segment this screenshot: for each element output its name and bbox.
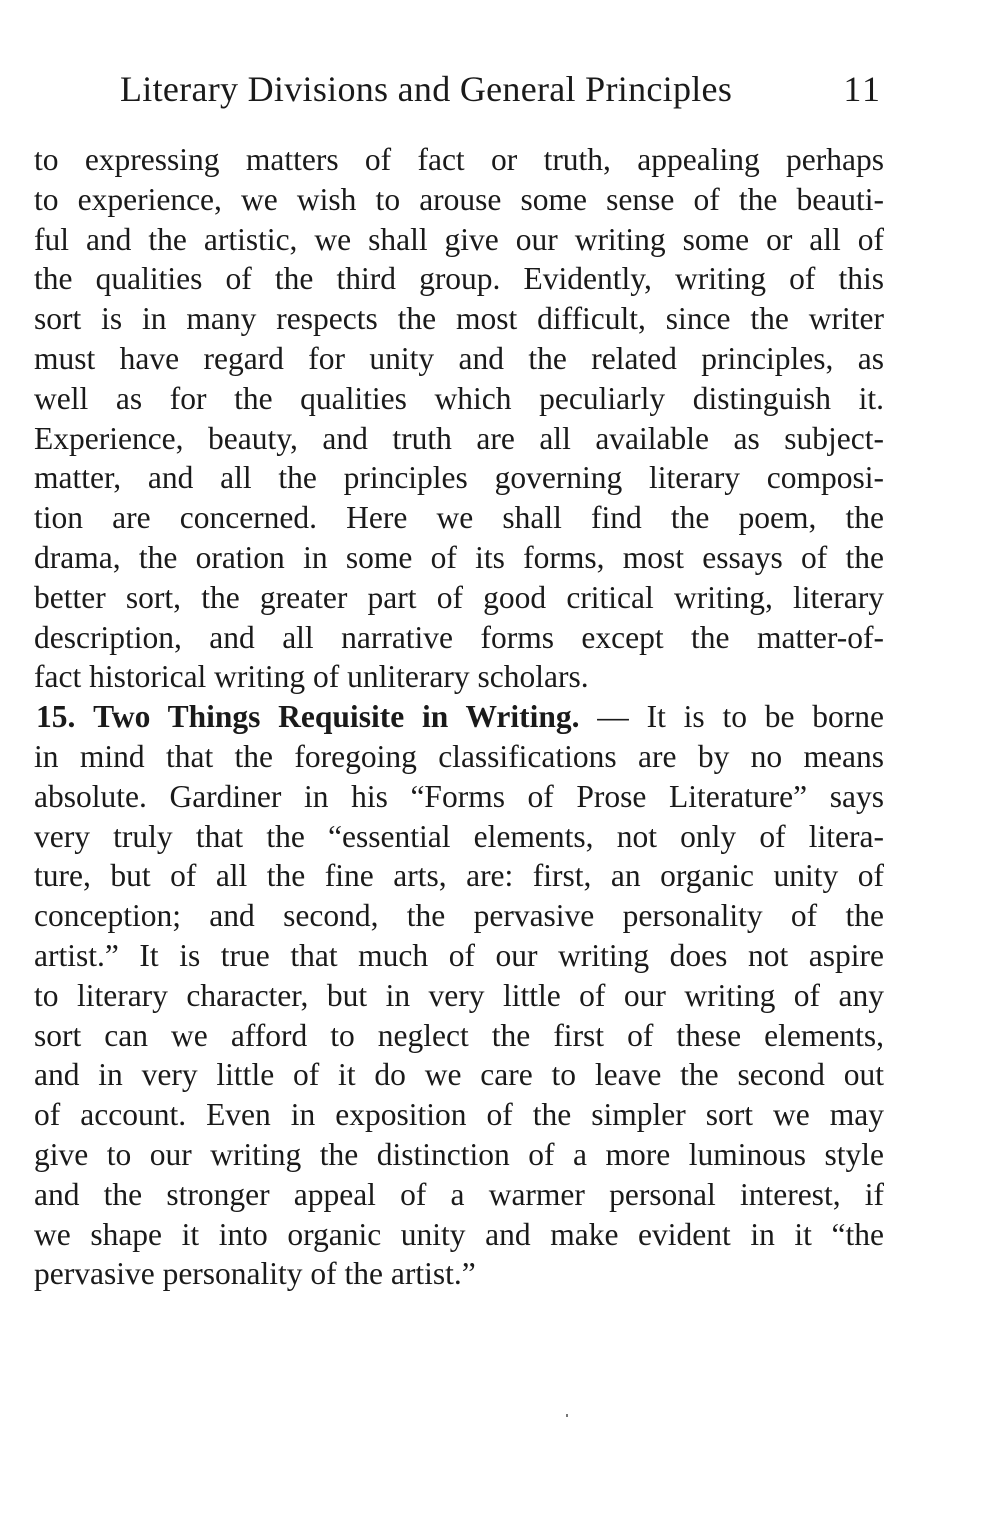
text-line: well as for the qualities which peculiarly distinguish it.: [34, 380, 884, 416]
text-line: pervasive personality of the artist.”: [34, 1256, 476, 1292]
section-heading-line: [34, 697, 884, 737]
text-line: Experience, beauty, and truth are all available as subject-: [34, 420, 884, 456]
running-head-title: Literary Divisions and General Principles: [120, 69, 733, 109]
text-line: drama, the oration in some of its forms, most essays of the: [34, 539, 884, 575]
paragraph-continued: [34, 140, 884, 697]
text-line: the qualities of the third group. Evidently, writing of this: [34, 261, 884, 297]
text-line: we shape it into organic unity and make evident in it “the: [34, 1216, 884, 1252]
text-line: artist.” It is true that much of our writing does not aspire: [34, 937, 884, 973]
text-line: better sort, the greater part of good critical writing, literary: [34, 579, 884, 615]
text-line: to expressing matters of fact or truth, appealing perhaps: [34, 142, 884, 177]
text-line: conception; and second, the pervasive personality of the: [34, 898, 884, 934]
text-line: very truly that the “essential elements, not only of litera-: [34, 818, 884, 854]
text-line: and the stronger appeal of a warmer personal interest, if: [34, 1176, 884, 1212]
text-line: of account. Even in exposition of the simpler sort we may: [34, 1097, 884, 1133]
text-line: to experience, we wish to arouse some sense of the beauti-: [34, 181, 884, 217]
text-line: sort can we afford to neglect the first of these elements,: [34, 1017, 884, 1053]
body-text: [34, 140, 884, 1294]
text-line: must have regard for unity and the related principles, as: [34, 340, 884, 376]
text-line: ful and the artistic, we shall give our writing some or all of: [34, 221, 884, 257]
text-line: tion are concerned. Here we shall find the poem, the: [34, 500, 884, 536]
section-first-line-text: — It is to be borne: [579, 699, 884, 735]
text-line: absolute. Gardiner in his “Forms of Prose Literature” says: [34, 778, 884, 814]
text-line: matter, and all the principles governing literary composi-: [34, 460, 884, 496]
section-heading: Two Things Requisite in Writing.: [93, 699, 580, 735]
section-number: 15.: [36, 699, 76, 735]
page-number: 11: [843, 69, 882, 109]
text-line: description, and all narrative forms except the matter-of-: [34, 619, 884, 655]
text-line: give to our writing the distinction of a more luminous style: [34, 1136, 884, 1172]
text-line: in mind that the foregoing classifications are by no means: [34, 738, 884, 774]
text-line: to literary character, but in very little of our writing of any: [34, 977, 884, 1013]
section-15-paragraph: [34, 697, 884, 1294]
text-line: fact historical writing of unliterary scholars.: [34, 659, 589, 695]
text-line: sort is in many respects the most difficult, since the writer: [34, 301, 884, 337]
text-line: and in very little of it do we care to leave the second out: [34, 1057, 884, 1093]
ink-speck: [566, 1414, 568, 1417]
text-line: ture, but of all the fine arts, are: first, an organic unity of: [34, 858, 884, 894]
running-head: [120, 64, 890, 114]
